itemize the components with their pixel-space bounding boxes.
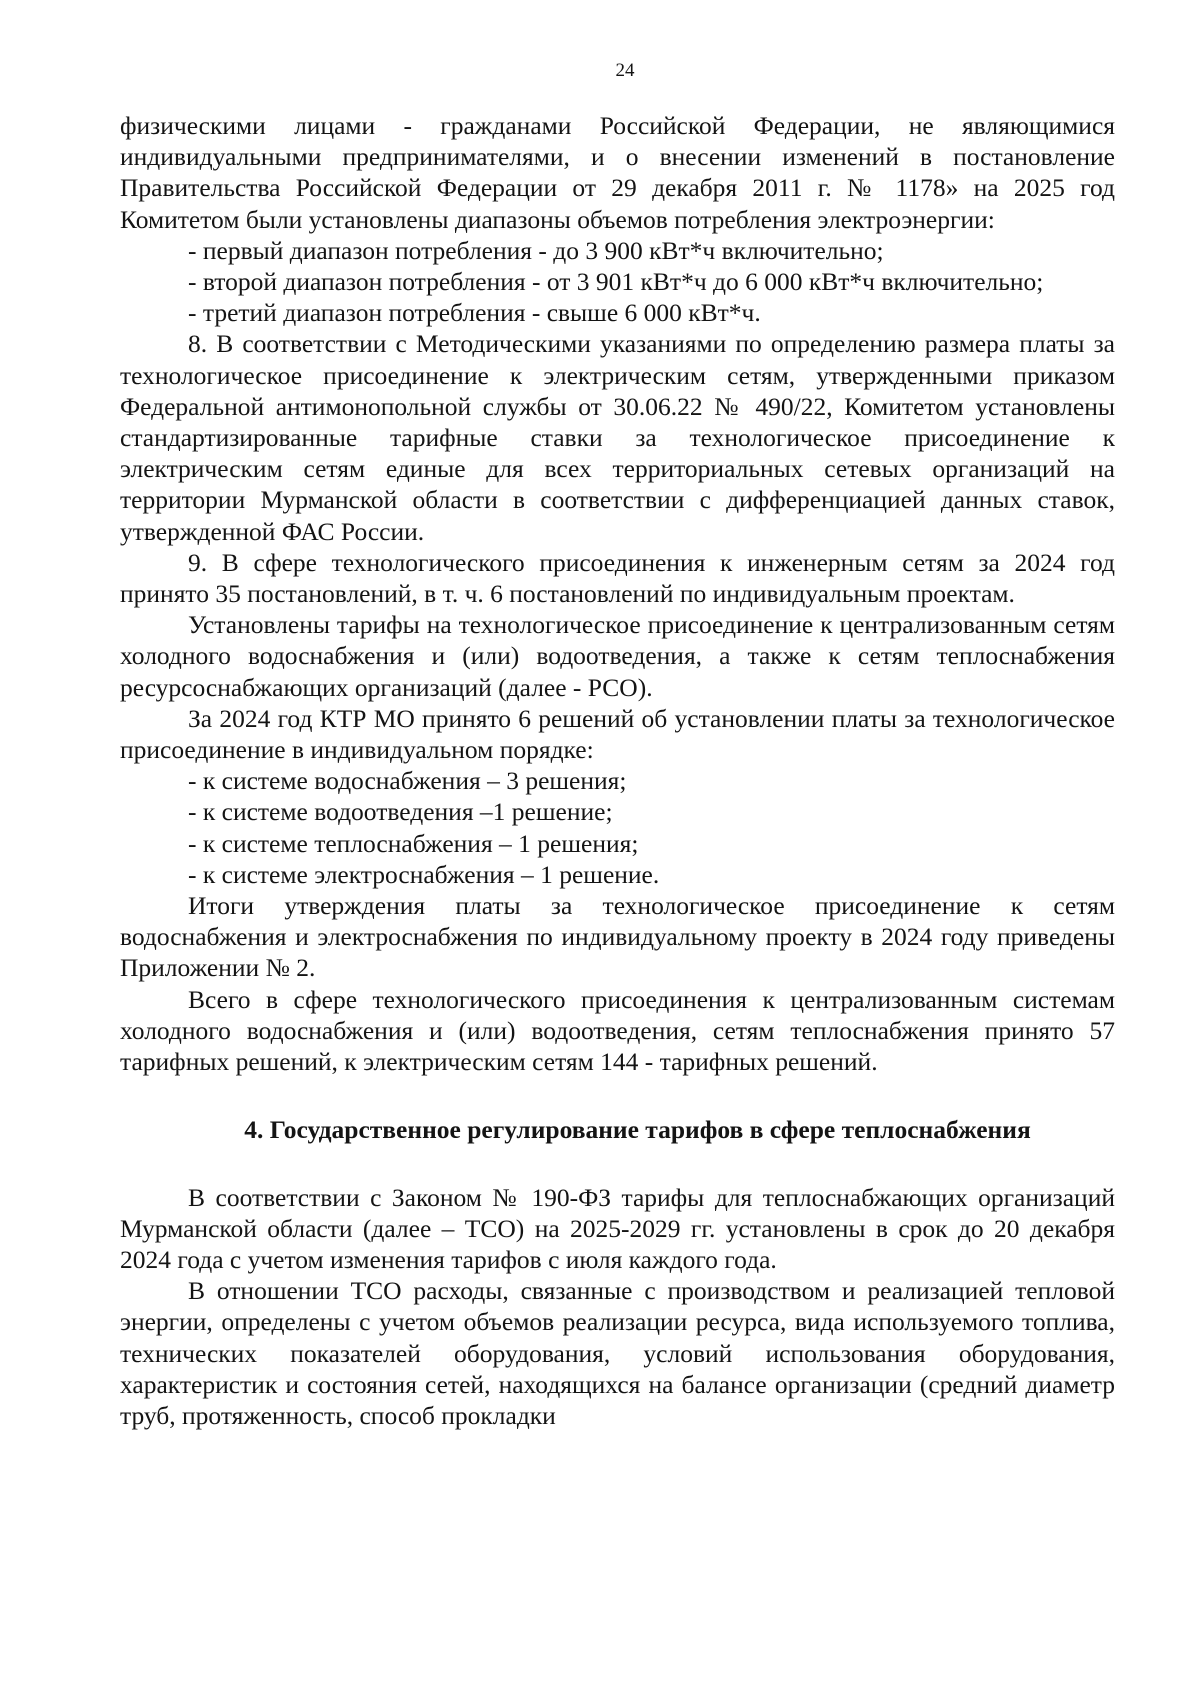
paragraph-tariffs-established: Установлены тарифы на технологическое присоединение к централизованным сетям холодного водоснабжения и (или) водоотведения, а также к сетям теплоснабжения ресурсоснабжающих организаций (далее - РСО).	[120, 610, 1115, 702]
paragraph-item-8: 8. В соответствии с Методическими указаниями по определению размера платы за технологическое присоединение к электрическим сетям, утвержденными приказом Федеральной антимонопольной службы от 30.06.22 № 490/22, Комитетом установлены стандартизированные тарифные ставки за технологическое присоединение к электрическим сетям единые для всех территориальных сетевых организаций на территории Мурманской области в соответствии с дифференциацией данных ставок, утвержденной ФАС России.	[120, 329, 1115, 546]
list-item-water-supply: - к системе водоснабжения – 3 решения;	[188, 766, 627, 796]
document-body	[120, 110, 1115, 1431]
paragraph-decisions-2024: За 2024 год КТР МО принято 6 решений об установлении платы за технологическое присоединение в индивидуальном порядке:	[120, 703, 1115, 765]
list-item-range-2: - второй диапазон потребления - от 3 901 кВт*ч до 6 000 кВт*ч включительно;	[188, 267, 1044, 297]
list-item-water-disposal: - к системе водоотведения –1 решение;	[188, 797, 613, 827]
paragraph-tso-expenses: В отношении ТСО расходы, связанные с производством и реализацией тепловой энергии, определены с учетом объемов реализации ресурса, вида используемого топлива, технических показателей оборудования, условий использования оборудования, характеристик и состояния сетей, находящихся на балансе организации (средний диаметр труб, протяженность, способ прокладки	[120, 1276, 1115, 1430]
paragraph-total: Всего в сфере технологического присоединения к централизованным системам холодного водоснабжения и (или) водоотведения, сетям теплоснабжения принято 57 тарифных решений, к электрическим сетям 144 - тарифных решений.	[120, 984, 1115, 1077]
paragraph-results: Итоги утверждения платы за технологическое присоединение к сетям водоснабжения и электроснабжения по индивидуальному проекту в 2024 году приведены Приложении № 2.	[120, 891, 1115, 983]
paragraph-item-9: 9. В сфере технологического присоединения к инженерным сетям за 2024 год принято 35 постановлений, в т. ч. 6 постановлений по индивидуальным проектам.	[120, 547, 1115, 609]
list-item-range-3: - третий диапазон потребления - свыше 6 000 кВт*ч.	[188, 298, 761, 328]
page-number: 24	[615, 60, 635, 81]
paragraph-law-190: В соответствии с Законом № 190-ФЗ тарифы для теплоснабжающих организаций Мурманской области (далее – ТСО) на 2025-2029 гг. установлены в срок до 20 декабря 2024 года с учетом изменения тарифов с июля каждого года.	[120, 1182, 1115, 1274]
list-item-range-1: - первый диапазон потребления - до 3 900 кВт*ч включительно;	[188, 235, 884, 265]
list-item-electricity-supply: - к системе электроснабжения – 1 решение.	[188, 859, 660, 889]
paragraph-continuation: физическими лицами - гражданами Российской Федерации, не являющимися индивидуальными предпринимателями, и о внесении изменений в постановление Правительства Российской Федерации от 29 декабря 2011 г. № 1178» на 2025 год Комитетом были установлены диапазоны объемов потребления электроэнергии:	[120, 111, 1115, 234]
section-heading: 4. Государственное регулирование тарифов в сфере теплоснабжения	[244, 1115, 1031, 1145]
list-item-heat-supply: - к системе теплоснабжения – 1 решения;	[188, 828, 639, 858]
